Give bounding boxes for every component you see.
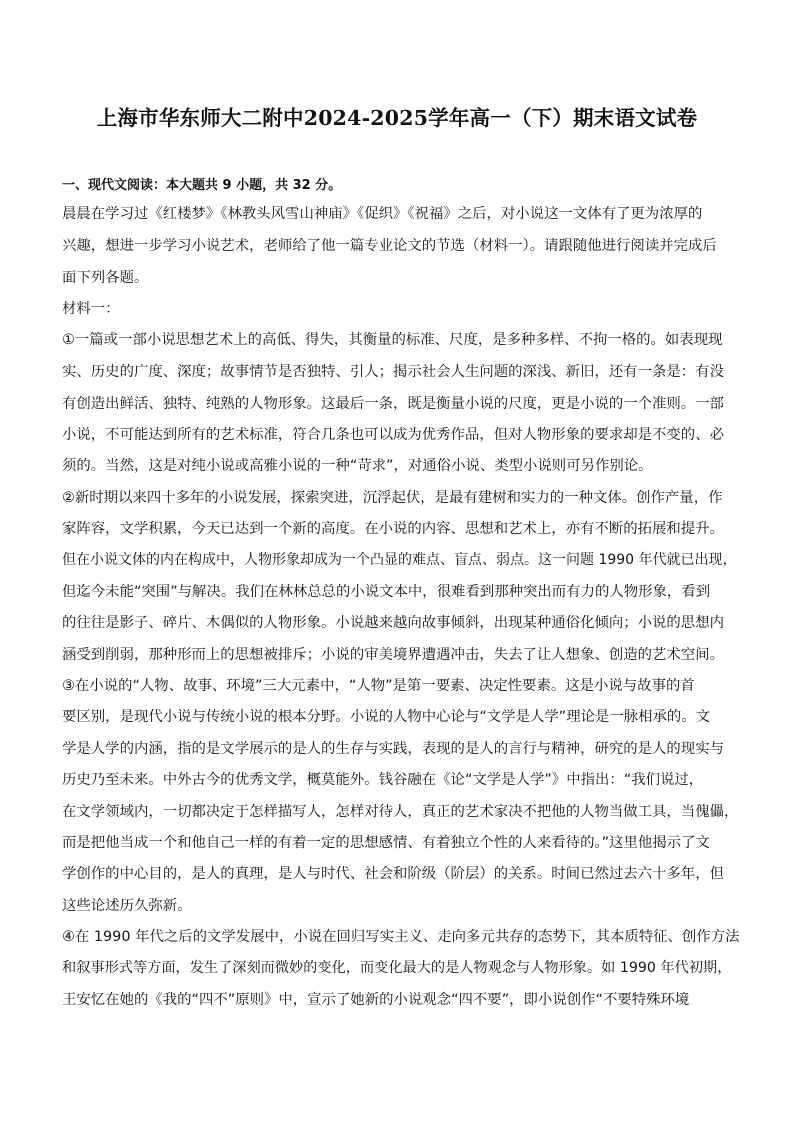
text-line: 但迄今未能“突围”与解决。我们在林林总总的小说文本中，很难看到那种突出而有力的人物形象，看到 bbox=[62, 584, 711, 600]
text-line: 要区别，是现代小说与传统小说的根本分野。小说的人物中心论与“文学是人学”理论是一脉相承的。文 bbox=[62, 709, 711, 725]
text-line: 历史乃至未来。中外古今的优秀文学，概莫能外。钱谷融在《论“文学是人学”》中指出：“我们说过， bbox=[62, 772, 704, 788]
text-line: 兴趣，想进一步学习小说艺术，老师给了他一篇专业论文的节选（材料一）。请跟随他进行阅读并完成后 bbox=[62, 238, 717, 254]
text-line: 材料一： bbox=[62, 301, 120, 317]
text-line: 的往往是影子、碎片、木偶似的人物形象。小说越来越向故事倾斜，出现某种通俗化倾向；小说的思想内 bbox=[62, 615, 724, 631]
text-line: 有创造出鲜活、独特、纯熟的人物形象。这最后一条，既是衡量小说的尺度，更是小说的一个准则。一部 bbox=[62, 396, 724, 412]
text-line: 和叙事形式等方面，发生了深刻而微妙的变化，而变化最大的是人物观念与人物形象。如 1990 年代初期， bbox=[62, 960, 732, 976]
text-line: 家阵容，文学积累，今天已达到一个新的高度。在小说的内容、思想和艺术上，亦有不断的拓展和提升。 bbox=[62, 521, 724, 537]
section-heading: 一、现代文阅读：本大题共 9 小题，共 32 分。 bbox=[62, 178, 342, 193]
text-line: 晨晨在学习过《红楼梦》《林教头风雪山神庙》《促织》《祝福》之后，对小说这一文体有了更为浓厚的 bbox=[62, 206, 703, 222]
text-line: 面下列各题。 bbox=[62, 270, 149, 286]
text-line: 而是把他当成一个和他自己一样的有着一定的思想感情、有着独立个性的人来看待的。”这里他揭示了文 bbox=[62, 835, 710, 851]
text-line: 小说，不可能达到所有的艺术标准，符合几条也可以成为优秀作品，但对人物形象的要求却是不变的、必 bbox=[62, 427, 724, 443]
document-title: 上海市华东师大二附中2024-2025学年高一（下）期末语文试卷 bbox=[96, 106, 698, 130]
text-line: ②新时期以来四十多年的小说发展，探索突进，沉浮起伏，是最有建树和实力的一种文体。创作产量，作 bbox=[62, 490, 723, 506]
text-line: 学创作的中心目的，是人的真理，是人与时代、社会和阶级（阶层）的关系。时间已然过去六十多年，但 bbox=[62, 866, 724, 882]
text-line: 学是人学的内涵，指的是文学展示的是人的生存与实践，表现的是人的言行与精神，研究的是人的现实与 bbox=[62, 741, 724, 757]
text-line: 须的。当然，这是对纯小说或高雅小说的一种“苛求”，对通俗小说、类型小说则可另作别论。 bbox=[62, 458, 653, 474]
text-line: 在文学领域内，一切都决定于怎样描写人，怎样对待人，真正的艺术家决不把他的人物当做工具，当傀儡， bbox=[62, 804, 739, 820]
text-line: 但在小说文体的内在构成中，人物形象却成为一个凸显的难点、盲点、弱点。这一问题 1990 年代就已出现， bbox=[62, 552, 737, 568]
text-line: ①一篇或一部小说思想艺术上的高低、得失，其衡量的标准、尺度，是多种多样、不拘一格的。如表现现 bbox=[62, 332, 723, 348]
text-line: ③在小说的“人物、故事、环境”三大元素中，“人物”是第一要素、决定性要素。这是小说与故事的首 bbox=[62, 678, 695, 694]
text-line: 这些论述历久弥新。 bbox=[62, 898, 192, 914]
text-line: 实、历史的广度、深度；故事情节是否独特、引人；揭示社会人生问题的深浅、新旧，还有一条是：有没 bbox=[62, 364, 724, 380]
text-line: 王安忆在她的《我的“四不”原则》中，宣示了她新的小说观念“四不要”，即小说创作“不要特殊环境 bbox=[62, 992, 690, 1008]
text-line: 涵受到削弱，那种形而上的思想被排斥；小说的审美境界遭遇冲击，失去了让人想象、创造的艺术空间。 bbox=[62, 647, 724, 663]
text-line: ④在 1990 年代之后的文学发展中，小说在回归写实主义、走向多元共存的态势下，其本质特征、创作方法 bbox=[62, 929, 740, 945]
